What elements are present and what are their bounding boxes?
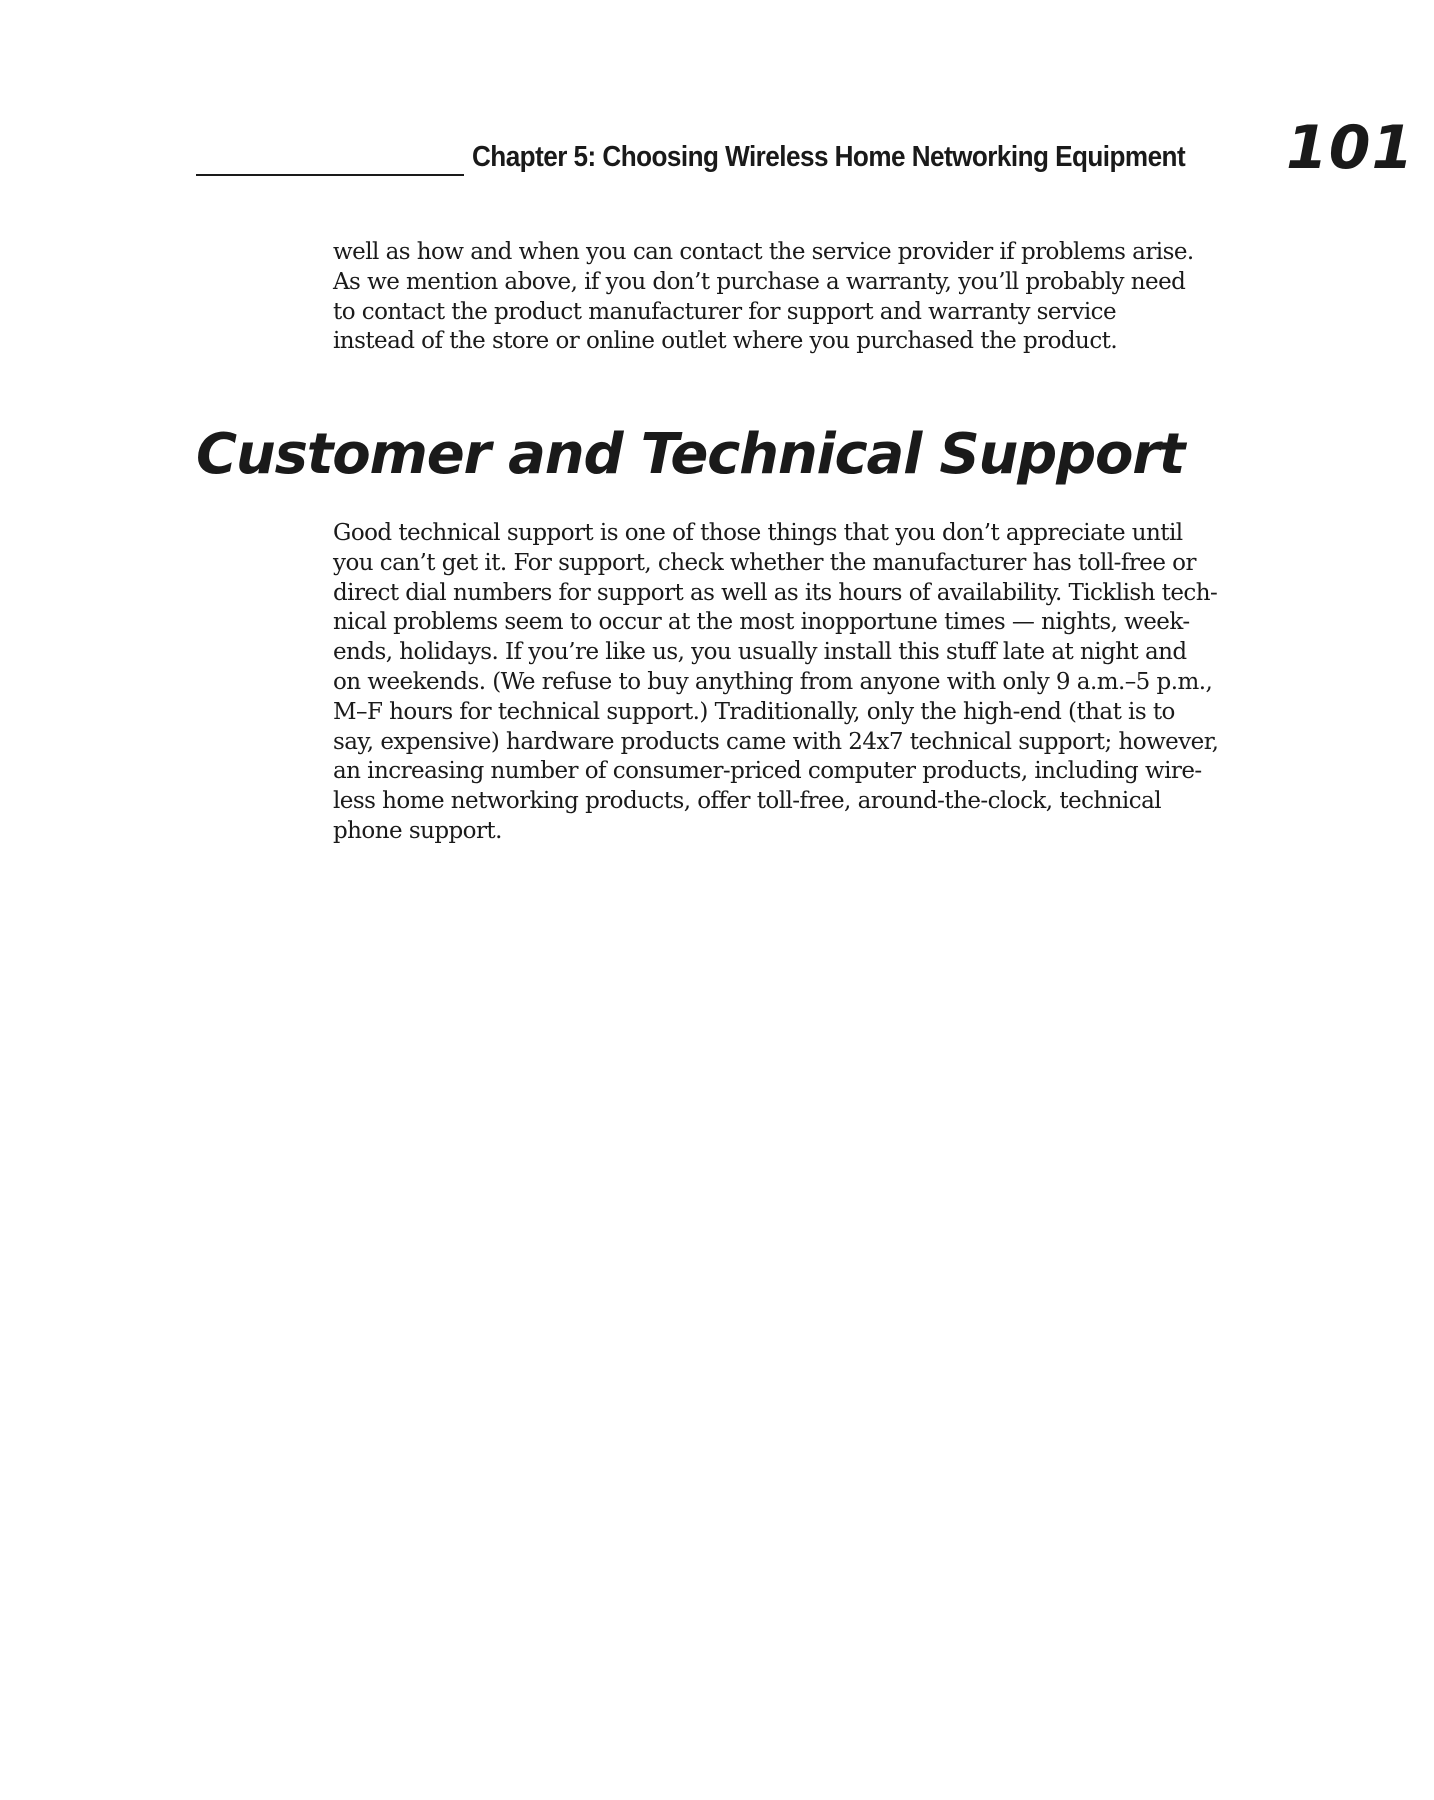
paragraph-line: say, expensive) hardware products came with 24x7 technical support; however, <box>333 728 1219 755</box>
header-rule <box>196 174 464 176</box>
running-head: Chapter 5: Choosing Wireless Home Networking Equipment <box>472 141 1186 173</box>
paragraph-line: less home networking products, offer toll-free, around-the-clock, technical <box>333 788 1162 815</box>
section-paragraph <box>333 519 1253 847</box>
paragraph-line: you can’t get it. For support, check whether the manufacturer has toll-free or <box>333 549 1196 576</box>
paragraph-line: on weekends. (We refuse to buy anything from anyone with only 9 a.m.–5 p.m., <box>333 668 1213 695</box>
paragraph-line: an increasing number of consumer-priced computer products, including wire- <box>333 758 1202 785</box>
paragraph-line: well as how and when you can contact the service provider if problems arise. <box>333 239 1194 265</box>
paragraph-line: As we mention above, if you don’t purchase a warranty, you’ll probably need <box>333 268 1186 295</box>
paragraph-line: ends, holidays. If you’re like us, you usually install this stuff late at night and <box>333 639 1187 666</box>
paragraph-line: to contact the product manufacturer for support and warranty service <box>333 298 1117 325</box>
paragraph-line: instead of the store or online outlet where you purchased the product. <box>333 328 1118 355</box>
paragraph-line: phone support. <box>333 817 502 844</box>
paragraph-line: direct dial numbers for support as well as its hours of availability. Ticklish tech- <box>333 579 1218 606</box>
continued-paragraph <box>333 238 1253 357</box>
paragraph-line: Good technical support is one of those things that you don’t appreciate until <box>333 520 1183 546</box>
page-number: 101 <box>1286 113 1415 183</box>
section-heading: Customer and Technical Support <box>196 422 1185 487</box>
paragraph-line: M–F hours for technical support.) Traditionally, only the high-end (that is to <box>333 698 1175 725</box>
paragraph-line: nical problems seem to occur at the most inopportune times — nights, week- <box>333 609 1190 636</box>
